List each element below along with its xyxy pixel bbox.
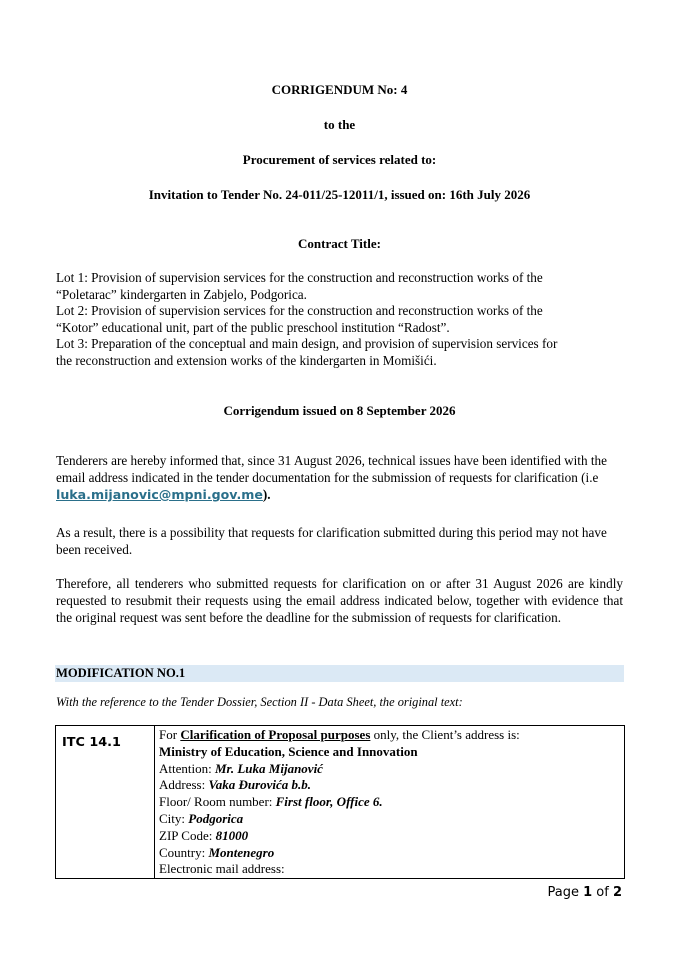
country-line: Country: Montenegro	[159, 844, 275, 860]
itc-code-cell: ITC 14.1	[56, 726, 155, 879]
itc-intro-line: For Clarification of Proposal purposes only, the Client’s address is:	[159, 727, 520, 742]
email-line: Electronic mail address:	[159, 861, 285, 877]
total-page-count: 2	[612, 885, 622, 900]
page-number: Page 1 of 2	[547, 885, 622, 900]
contract-title-heading: Contract Title:	[298, 236, 381, 251]
table-row	[56, 726, 625, 879]
email-link[interactable]: luka.mijanovic@mpni.gov.me	[56, 487, 263, 502]
paragraph-possibility: As a result, there is a possibility that requests for clarification submitted during this period may not have been received.	[56, 525, 607, 557]
modification-heading: MODIFICATION NO.1	[55, 665, 624, 682]
lot-2-line-1: Lot 2: Provision of supervision services for the construction and reconstruction works of the	[56, 303, 543, 319]
lot-3-line-2: the reconstruction and extension works of the kindergarten in Momišići.	[56, 352, 437, 368]
zip-line: ZIP Code: 81000	[159, 827, 249, 843]
paragraph-1-text: Tenderers are hereby informed that, since 31 August 2026, technical issues have been identified with the email address indicated in the tender documentation for the submission of requests for clarification (i.e	[56, 453, 607, 485]
reference-text: With the reference to the Tender Dossier, Section II - Data Sheet, the original text:	[56, 695, 463, 709]
invitation-line: Invitation to Tender No. 24-011/25-12011/1, issued on: 16th July 2026	[148, 187, 531, 202]
city-line: City: Podgorica	[159, 810, 244, 826]
paragraph-technical-issues	[56, 452, 623, 503]
procurement-line: Procurement of services related to:	[242, 152, 437, 167]
clarification-purposes-text: Clarification of Proposal purposes	[180, 727, 371, 742]
itc-table	[55, 725, 625, 879]
corrigendum-title: CORRIGENDUM No: 4	[271, 82, 408, 97]
lot-1-line-2: “Poletarac” kindergarten in Zabjelo, Podgorica.	[56, 286, 307, 302]
floor-line: Floor/ Room number: First floor, Office 6.	[159, 794, 383, 810]
paragraph-1-closing: ).	[262, 487, 271, 502]
lot-2-line-2: “Kotor” educational unit, part of the public preschool institution “Radost”.	[56, 319, 450, 335]
lot-3-line-1: Lot 3: Preparation of the conceptual and main design, and provision of supervision services for	[56, 336, 558, 352]
paragraph-resubmit: Therefore, all tenderers who submitted requests for clarification on or after 31 August 2026 are kindly requested to resubmit their requests using the email address indicated below, together with evidence that the original request was sent before the deadline for the submission of requests for clarification.	[56, 576, 623, 625]
issued-date-heading: Corrigendum issued on 8 September 2026	[223, 403, 456, 418]
attention-line: Attention: Mr. Luka Mijanović	[159, 760, 323, 776]
lots-list	[56, 270, 623, 370]
itc-content-cell	[155, 726, 625, 879]
current-page-number: 1	[583, 885, 593, 900]
address-line: Address: Vaka Đurovića b.b.	[159, 777, 312, 793]
ministry-name: Ministry of Education, Science and Innovation	[159, 743, 418, 759]
to-the-line: to the	[323, 117, 356, 132]
lot-1-line-1: Lot 1: Provision of supervision services for the construction and reconstruction works of the	[56, 270, 543, 285]
